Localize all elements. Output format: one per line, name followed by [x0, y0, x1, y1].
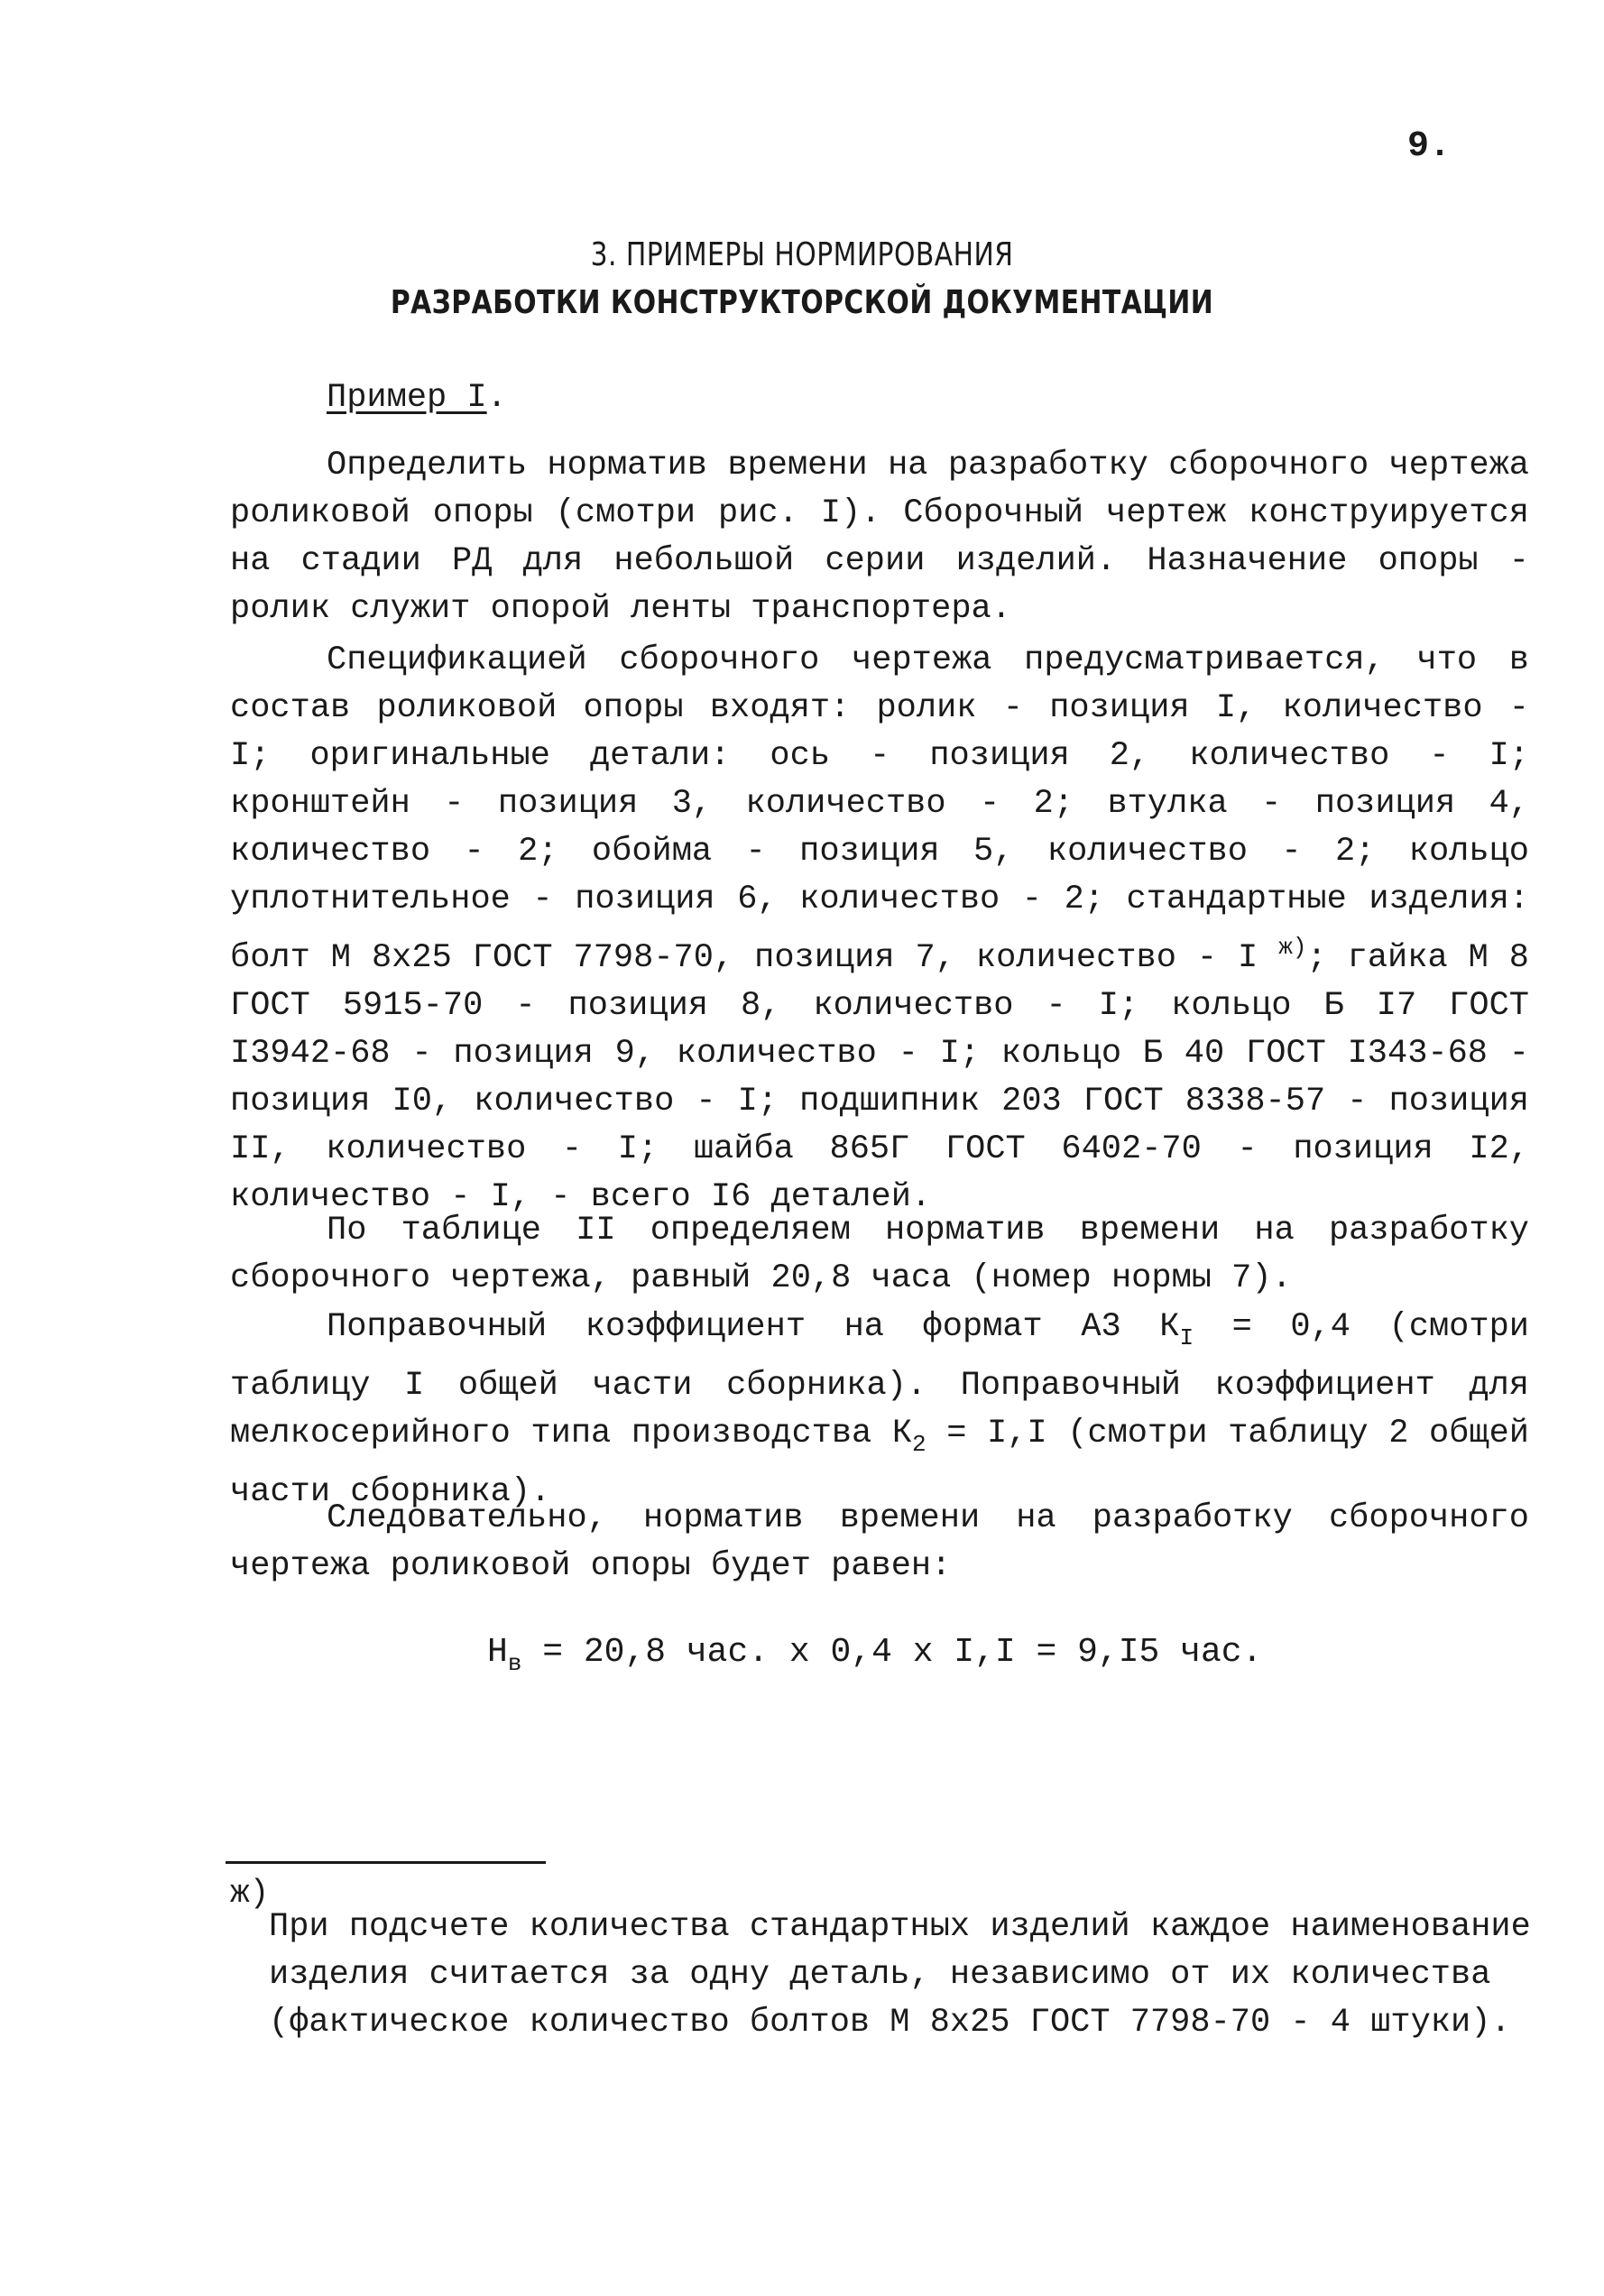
formula-lhs-subscript: в	[507, 1650, 522, 1677]
paragraph-conclusion: Следовательно, норматив времени на разработку сборочного чертежа роликовой опоры будет равен:	[230, 1499, 1529, 1585]
correction-text-a: Поправочный коэффициент на формат А3 К	[327, 1308, 1180, 1346]
paragraph-specification	[230, 637, 1529, 1222]
correction-text-b: = 0,4 (смотри таблицу I общей части сборника). Поправочный коэффициент для мелкосерийного типа производства К	[230, 1308, 1529, 1452]
section-heading-line-2: РАЗРАБОТКИ КОНСТРУКТОРСКОЙ ДОКУМЕНТАЦИИ	[390, 284, 1214, 321]
footnote-divider	[226, 1861, 546, 1864]
specification-text-part-1: Спецификацией сборочного чертежа предусматривается, что в состав роликовой опоры входят: ролик - позиция I, количество - I; оригинальные детали: ось - позиция 2, количество - I; кронштейн - позиция 3, количество - 2; втулка - позиция 4, количество - 2; обойма - позиция 5, количество - 2; кольцо уплотнительное - позиция 6, количество - 2; стандартные изделия: болт М 8x25 ГОСТ 7798-70, позиция 7, количество - I	[230, 641, 1529, 977]
specification-text-part-2: ; гайка М 8 ГОСТ 5915-70 - позиция 8, количество - I; кольцо Б I7 ГОСТ I3942-68 - позиция 9, количество - I; кольцо Б 40 ГОСТ I343-68 - позиция I0, количество - I; подшипник 203 ГОСТ 8338-57 - позиция II, количество - I; шайба 865Г ГОСТ 6402-70 - позиция I2, количество - I, - всего I6 деталей.	[230, 939, 1529, 1216]
example-label-suffix: .	[486, 379, 507, 417]
footnote-text: При подсчете количества стандартных изделий каждое наименование изделия считается за одну деталь, независимо от их количества (фактическое количество болтов М 8x25 ГОСТ 7798-70 - 4 штуки).	[269, 1908, 1531, 2042]
example-label	[327, 379, 507, 417]
paragraph-correction-factors	[230, 1304, 1529, 1517]
correction-text-c: = I,I (смотри таблицу 2 общей части сборника).	[230, 1415, 1529, 1511]
example-label-text: Пример I	[327, 379, 487, 417]
formula	[487, 1633, 1262, 1677]
formula-rhs: = 20,8 час. x 0,4 x I,I = 9,I5 час.	[521, 1633, 1263, 1672]
coefficient-subscript-2: 2	[912, 1431, 926, 1458]
paragraph-task: Определить норматив времени на разработку сборочного чертежа роликовой опоры (смотри рис. I). Сборочный чертеж конструируется на стадии РД для небольшой серии изделий. Назначение опоры - ролик служит опорой ленты транспортера.	[230, 447, 1529, 628]
page-number: 9.	[1407, 126, 1452, 167]
footnote-reference: ж)	[1278, 934, 1307, 961]
coefficient-subscript-1: I	[1179, 1324, 1194, 1351]
footnote-mark: ж)	[230, 1875, 270, 1912]
formula-lhs: Н	[487, 1633, 508, 1672]
section-heading-line-1: 3. ПРИМЕРЫ НОРМИРОВАНИЯ	[590, 236, 1014, 273]
paragraph-table-lookup: По таблице II определяем норматив времени на разработку сборочного чертежа, равный 20,8 часа (номер нормы 7).	[230, 1212, 1529, 1297]
